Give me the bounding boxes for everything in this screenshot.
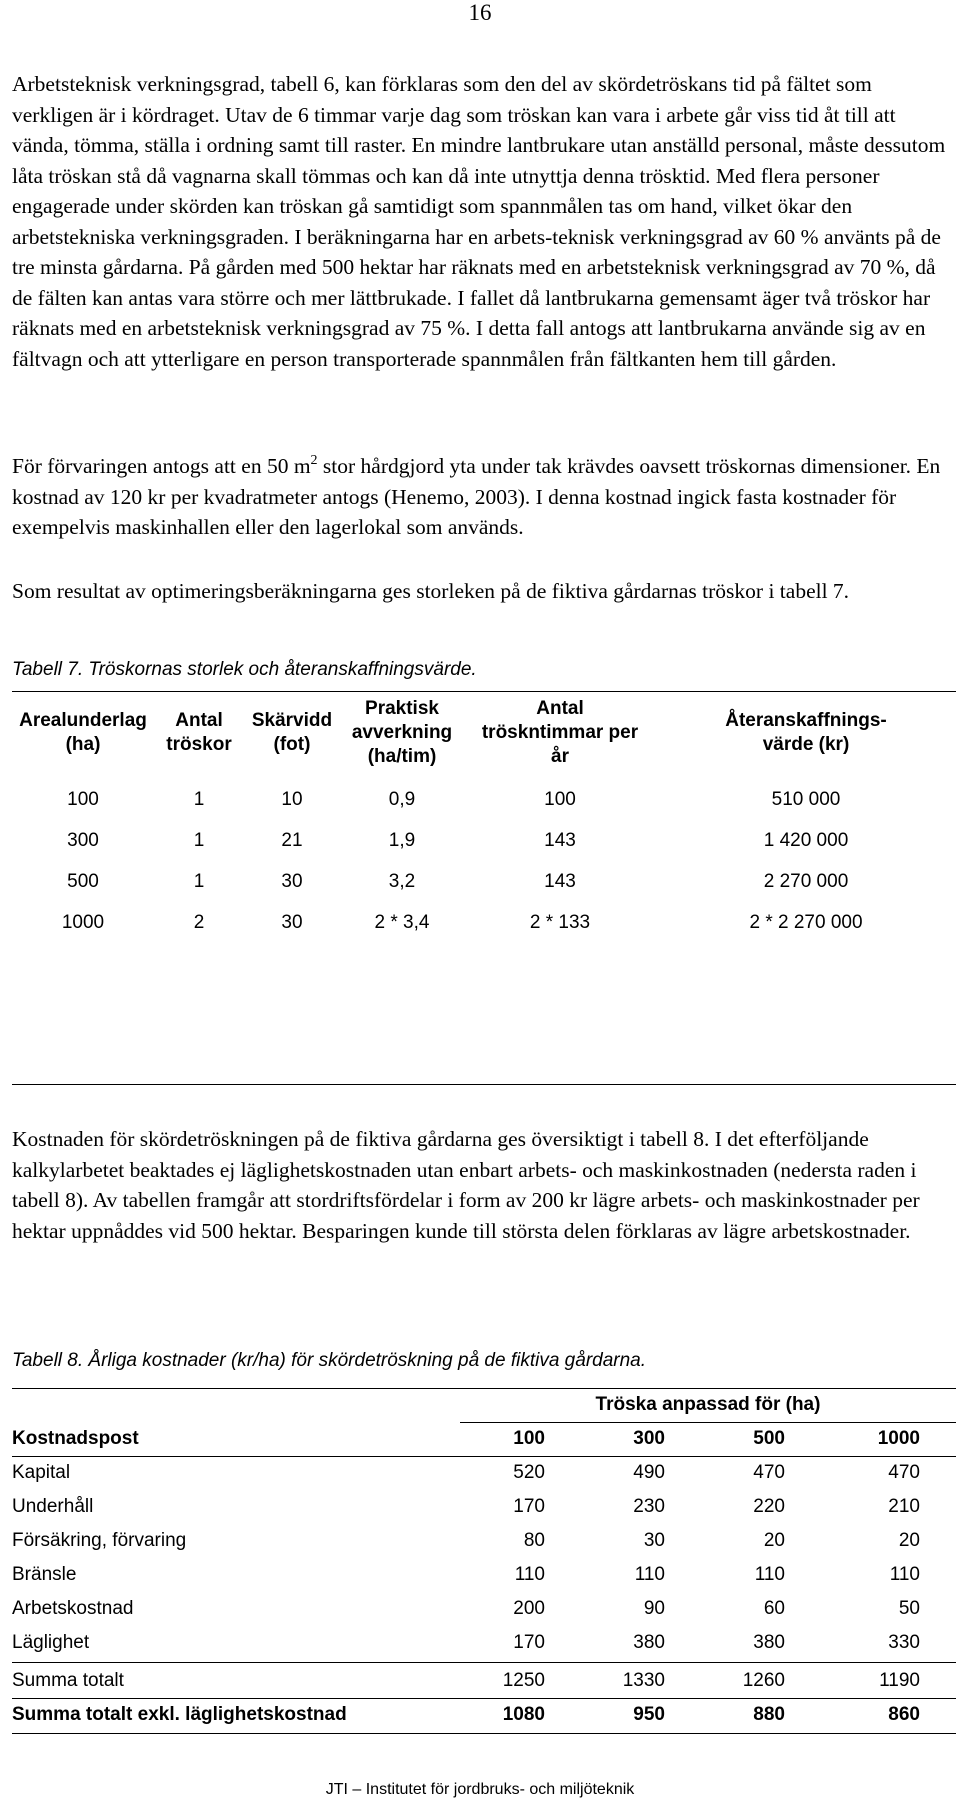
table-cell: 1 — [193, 830, 205, 851]
table-cell: 210 — [888, 1496, 920, 1517]
page-footer: JTI – Institutet för jordbruks- och miljöteknik — [325, 1781, 635, 1798]
table7-bottom-rule — [12, 1084, 956, 1085]
table-cell: 1,9 — [388, 830, 416, 851]
paragraph-storage — [12, 451, 948, 543]
table-cell: 490 — [633, 1462, 665, 1483]
table-row — [12, 1558, 956, 1592]
table-cell: 1 — [193, 871, 205, 892]
table-cell: 10 — [281, 789, 303, 810]
header-line: Skärvidd — [251, 710, 333, 731]
paragraph-optimization: Som resultat av optimeringsberäkningarna ges storleken på de fiktiva gårdarnas tröskor i tabell 7. — [12, 579, 850, 603]
header-line: avverkning — [351, 722, 453, 743]
table-cell: 200 — [513, 1598, 545, 1619]
table-cell: 330 — [888, 1632, 920, 1653]
header-line: tröskntimmar per — [481, 722, 639, 743]
table8 — [12, 1388, 956, 1733]
header-line: Arealunderlag — [19, 710, 147, 731]
table-cell: 520 — [513, 1462, 545, 1483]
header-line: (fot) — [273, 734, 311, 755]
table-cell: 30 — [643, 1530, 665, 1551]
header-line: tröskor — [166, 734, 232, 755]
table-cell: 20 — [763, 1530, 785, 1551]
page-number: 16 — [468, 0, 492, 25]
table8-caption: Tabell 8. Årliga kostnader (kr/ha) för skördetröskning på de fiktiva gårdarna. — [12, 1350, 647, 1371]
table-cell: 230 — [633, 1496, 665, 1517]
table8-header-row — [12, 1422, 956, 1456]
table-cell: 500 — [67, 871, 99, 892]
table8-sum-rule — [12, 1662, 956, 1663]
table-cell: 143 — [544, 830, 576, 851]
row-label: Bränsle — [12, 1564, 77, 1585]
table-row — [12, 1664, 956, 1698]
table-row — [12, 1490, 956, 1524]
table-row — [12, 1626, 956, 1660]
table8-bottom-rule — [12, 1733, 956, 1734]
table-cell: 2 — [193, 912, 205, 933]
table7-header-area — [12, 709, 154, 757]
table-cell: 3,2 — [388, 871, 416, 892]
table-row — [12, 1456, 956, 1490]
table-cell: 1330 — [622, 1670, 665, 1691]
table-cell: 0,9 — [388, 789, 416, 810]
table-cell: 220 — [753, 1496, 785, 1517]
table-row — [12, 1592, 956, 1626]
row-label: Läglighet — [12, 1632, 90, 1653]
table-cell: 2 * 133 — [529, 912, 591, 933]
table-cell: 30 — [281, 912, 303, 933]
header-line: Antal — [175, 710, 223, 731]
table-cell: 860 — [888, 1704, 920, 1725]
header-col-300: 300 — [633, 1428, 665, 1449]
group-header-label: Tröska anpassad för (ha) — [595, 1394, 821, 1415]
table8-group-header — [12, 1388, 956, 1422]
table-cell: 80 — [523, 1530, 545, 1551]
table-cell: 1190 — [879, 1670, 920, 1691]
table-cell: 170 — [513, 1496, 545, 1517]
table-cell: 1 — [193, 789, 205, 810]
header-line: Återanskaffnings- — [725, 710, 887, 731]
row-label: Kapital — [12, 1462, 71, 1483]
table-cell: 510 000 — [771, 789, 841, 810]
table-cell: 110 — [754, 1564, 785, 1585]
table-cell: 380 — [633, 1632, 665, 1653]
table-cell: 470 — [753, 1462, 785, 1483]
table-cell: 2 * 3,4 — [374, 912, 430, 933]
table-cell: 1080 — [502, 1704, 545, 1725]
table-cell: 143 — [544, 871, 576, 892]
table7-header-width — [244, 709, 340, 757]
table-cell: 20 — [898, 1530, 920, 1551]
table7 — [12, 691, 956, 951]
table-cell: 110 — [634, 1564, 665, 1585]
row-label: Summa totalt — [12, 1670, 124, 1691]
table-row — [12, 1524, 956, 1558]
table-cell: 1250 — [502, 1670, 545, 1691]
table-cell: 1000 — [61, 912, 105, 933]
table7-caption: Tabell 7. Tröskornas storlek och återanskaffningsvärde. — [12, 659, 477, 680]
header-line: (ha/tim) — [367, 746, 437, 767]
table8-header-rule — [12, 1456, 956, 1457]
table8-total-rule — [12, 1698, 956, 1699]
table-cell: 880 — [753, 1704, 785, 1725]
table-cell: 170 — [513, 1632, 545, 1653]
table-cell: 110 — [889, 1564, 920, 1585]
paragraph-cost-summary: Kostnaden för skördetröskningen på de fiktiva gårdarna ges översiktigt i tabell 8. I det efterföljande kalkylarbetet beaktades ej läglighetskostnaden utan enbart arbets- och maskinkostnaden (nedersta raden i tabell 8). Av tabellen framgår att stordriftsfördelar i form av 200 kr lägre arbets- och maskinkostnader per hektar uppnåddes vid 500 hektar. Besparingen kunde till största delen förklaras av lägre arbetskostnader. — [12, 1127, 920, 1243]
table-cell: 300 — [67, 830, 99, 851]
paragraph-efficiency: Arbetsteknisk verkningsgrad, tabell 6, kan förklaras som den del av skördetröskans tid på fältet som verkligen är i kördraget. Utav de 6 timmar varje dag som tröskan kan vara i arbete går viss tid åt till att vända, tömma, ställa i ordning samt till raster. En mindre lantbrukare utan anställd personal, måste dessutom låta tröskan stå då vagnarna skall tömmas och kan då inte utnyttja denna trösktid. Med flera personer engagerade under skörden kan tröskan gå samtidigt som spannmålen tas om hand, vilket ökar den arbetstekniska verkningsgraden. I beräkningarna har en arbets-teknisk verkningsgrad av 60 % använts på de tre minsta gårdarna. På gården med 500 hektar har räknats med en arbetsteknisk verkningsgrad av 70 %, då de fälten kan antas vara större och mer lättbrukade. I fallet då lantbrukarna gemensamt äger två tröskor har räknats med en arbetsteknisk verkningsgrad av 75 %. I detta fall antogs att lantbrukarna använde sig av en fältvagn och att ytterligare en person transporterade spannmålen från fältkanten hem till gården. — [12, 72, 946, 371]
table7-header-count — [154, 709, 244, 757]
table-cell: 2 * 2 270 000 — [749, 912, 863, 933]
row-label: Försäkring, förvaring — [12, 1530, 187, 1551]
table-cell: 1260 — [742, 1670, 785, 1691]
table-cell: 30 — [281, 871, 303, 892]
table-cell: 1 420 000 — [763, 830, 849, 851]
row-label: Arbetskostnad — [12, 1598, 134, 1619]
table-cell: 60 — [763, 1598, 785, 1619]
table8-total-row — [12, 1698, 956, 1732]
table-cell: 110 — [514, 1564, 545, 1585]
table7-header-value — [656, 709, 956, 757]
table-cell: 950 — [633, 1704, 665, 1725]
table-cell: 100 — [67, 789, 99, 810]
header-line: (ha) — [65, 734, 101, 755]
table-cell: 380 — [753, 1632, 785, 1653]
paragraph-storage-text-b: stor hårdgjord yta under tak krävdes oavsett tröskornas dimensioner. En kostnad av 120 kr per kvadratmeter antogs (Henemo, 2003). I denna kostnad ingick fasta kostnader för exempelvis maskinhallen eller den lagerlokal som används. — [12, 454, 941, 539]
paragraph-storage-text-a: För förvaringen antogs att en 50 m — [12, 454, 311, 478]
superscript-2: 2 — [310, 453, 318, 468]
table8-group-rule — [460, 1422, 956, 1423]
table-cell: 100 — [544, 789, 576, 810]
header-col-1000: 1000 — [877, 1428, 920, 1449]
table-cell: 21 — [281, 830, 303, 851]
header-col-100: 100 — [513, 1428, 545, 1449]
header-line: år — [551, 746, 569, 767]
table-cell: 90 — [643, 1598, 665, 1619]
row-label: Summa totalt exkl. läglighetskostnad — [12, 1704, 347, 1725]
header-cost-item: Kostnadspost — [12, 1428, 139, 1449]
header-line: Antal — [536, 698, 584, 719]
table-cell: 470 — [888, 1462, 920, 1483]
table7-header-capacity — [340, 697, 464, 769]
header-line: Praktisk — [365, 698, 439, 719]
row-label: Underhåll — [12, 1496, 94, 1517]
table7-header-hours — [464, 697, 656, 769]
table-cell: 50 — [898, 1598, 920, 1619]
header-col-500: 500 — [753, 1428, 785, 1449]
table-cell: 2 270 000 — [763, 871, 849, 892]
header-line: värde (kr) — [762, 734, 850, 755]
